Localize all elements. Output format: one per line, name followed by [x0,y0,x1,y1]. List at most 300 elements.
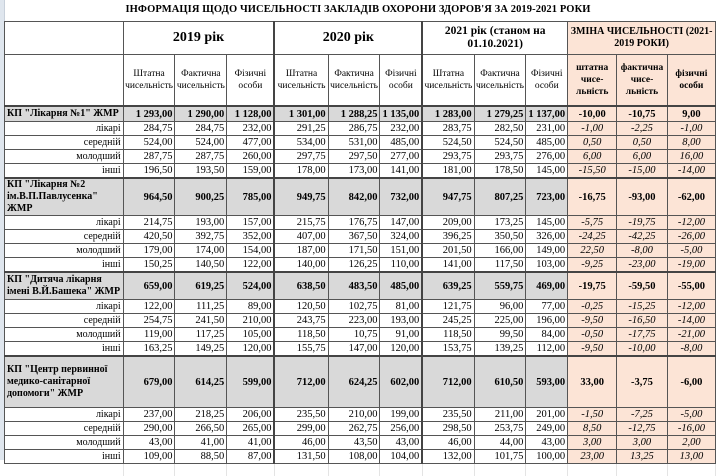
value-cell[interactable]: 103,00 [526,258,568,273]
value-cell[interactable]: 196,00 [526,314,568,328]
value-cell[interactable]: 120,00 [227,342,275,357]
change-cell[interactable]: 2,00 [667,436,715,450]
change-cell[interactable]: -0,25 [568,300,617,314]
change-cell[interactable]: -1,50 [568,408,617,422]
value-cell[interactable]: 284,75 [123,122,175,136]
change-cell[interactable]: -2,25 [617,122,668,136]
category-label[interactable]: середній [5,422,124,436]
value-cell[interactable]: 218,25 [175,408,227,422]
value-cell[interactable]: 140,50 [175,258,227,273]
value-cell[interactable]: 260,00 [227,150,275,164]
value-cell[interactable]: 102,75 [328,300,380,314]
change-cell[interactable]: 3,00 [617,436,668,450]
group-value-cell[interactable]: 1 128,00 [227,106,275,122]
value-cell[interactable]: 299,00 [274,422,328,436]
institution-name[interactable]: КП "Центр первинної медико-санітарної допомоги" ЖМР [5,356,124,408]
change-cell[interactable]: 8,00 [667,136,715,150]
category-label[interactable]: молодший [5,150,124,164]
group-change-cell[interactable]: 33,00 [568,356,617,408]
value-cell[interactable]: 150,25 [123,258,175,273]
col-2019-staff: Штатна чисельність [123,55,175,107]
table-row [5,342,716,357]
value-cell[interactable]: 485,00 [380,136,422,150]
category-label[interactable]: середній [5,136,124,150]
value-cell[interactable]: 286,75 [328,122,380,136]
value-cell[interactable]: 283,75 [422,122,474,136]
value-cell[interactable]: 284,75 [175,122,227,136]
value-cell[interactable]: 46,00 [422,436,474,450]
change-cell[interactable]: -17,75 [617,328,668,342]
value-cell[interactable]: 210,00 [328,408,380,422]
table-row [5,150,716,164]
value-cell[interactable]: 293,75 [474,150,526,164]
value-cell[interactable]: 44,00 [474,436,526,450]
table-row [5,164,716,179]
change-cell[interactable]: -5,00 [667,408,715,422]
col-2020-persons: Фізичні особи [380,55,422,107]
value-cell[interactable]: 187,00 [274,244,328,258]
change-cell[interactable]: -5,00 [667,244,715,258]
value-cell[interactable]: 118,50 [422,328,474,342]
change-cell[interactable]: -7,25 [617,408,668,422]
value-cell[interactable]: 232,00 [380,122,422,136]
value-cell[interactable]: 174,00 [175,244,227,258]
value-cell[interactable]: 41,00 [175,436,227,450]
value-cell[interactable]: 121,75 [422,300,474,314]
category-label[interactable]: інші [5,450,124,464]
change-cell[interactable]: -16,00 [667,422,715,436]
value-cell[interactable]: 108,00 [328,450,380,464]
value-cell[interactable]: 120,00 [380,342,422,357]
value-cell[interactable]: 118,50 [274,328,328,342]
group-change-cell[interactable]: -10,00 [568,106,617,122]
group-value-cell[interactable]: 807,25 [474,178,526,216]
value-cell[interactable]: 81,00 [380,300,422,314]
value-cell[interactable]: 235,50 [274,408,328,422]
table-row [5,314,716,328]
table-row [5,244,716,258]
change-cell[interactable]: 6,00 [617,150,668,164]
value-cell[interactable]: 193,00 [175,216,227,230]
value-cell[interactable]: 88,50 [175,450,227,464]
group-value-cell[interactable]: 639,25 [422,272,474,300]
value-cell[interactable]: 485,00 [526,136,568,150]
group-value-cell[interactable]: 610,50 [474,356,526,408]
value-cell[interactable]: 524,00 [175,136,227,150]
value-cell[interactable]: 291,25 [274,122,328,136]
change-cell[interactable]: -19,75 [617,216,668,230]
change-cell[interactable]: 3,00 [568,436,617,450]
value-cell[interactable]: 297,50 [328,150,380,164]
value-cell[interactable]: 237,00 [123,408,175,422]
group-change-cell[interactable]: 9,00 [667,106,715,122]
group-value-cell[interactable]: 485,00 [380,272,422,300]
value-cell[interactable]: 531,00 [328,136,380,150]
value-cell[interactable]: 287,75 [123,150,175,164]
empty-cell[interactable] [526,464,568,476]
table-row [5,230,716,244]
group-change-cell[interactable]: -55,00 [667,272,715,300]
value-cell[interactable]: 223,00 [328,314,380,328]
value-cell[interactable]: 166,00 [474,244,526,258]
group-row [5,106,716,122]
table-row [5,258,716,273]
value-cell[interactable]: 151,00 [380,244,422,258]
value-cell[interactable]: 209,00 [422,216,474,230]
col-2021-actual: Фактична чисельність [474,55,526,107]
empty-cell[interactable] [568,464,617,476]
empty-cell[interactable] [380,464,422,476]
value-cell[interactable]: 245,25 [422,314,474,328]
value-cell[interactable]: 99,50 [474,328,526,342]
value-cell[interactable]: 254,75 [123,314,175,328]
group-change-cell[interactable]: -6,00 [667,356,715,408]
category-label[interactable]: лікарі [5,216,124,230]
group-value-cell[interactable]: 947,75 [422,178,474,216]
group-value-cell[interactable]: 712,00 [422,356,474,408]
group-value-cell[interactable]: 1 293,00 [123,106,175,122]
value-cell[interactable]: 43,00 [380,436,422,450]
header-blank [5,55,124,107]
group-value-cell[interactable]: 1 279,25 [474,106,526,122]
group-row [5,272,716,300]
value-cell[interactable]: 241,50 [175,314,227,328]
group-value-cell[interactable]: 712,00 [274,356,328,408]
value-cell[interactable]: 262,75 [328,422,380,436]
change-cell[interactable]: -0,50 [568,328,617,342]
value-cell[interactable]: 117,50 [474,258,526,273]
group-value-cell[interactable]: 638,50 [274,272,328,300]
empty-cell[interactable] [328,464,380,476]
category-label[interactable]: молодший [5,244,124,258]
group-value-cell[interactable]: 624,25 [328,356,380,408]
value-cell[interactable]: 392,75 [175,230,227,244]
value-cell[interactable]: 154,00 [227,244,275,258]
group-value-cell[interactable]: 593,00 [526,356,568,408]
group-value-cell[interactable]: 1 301,00 [274,106,328,122]
category-label[interactable]: лікарі [5,408,124,422]
table-row [5,422,716,436]
value-cell[interactable]: 534,00 [274,136,328,150]
group-value-cell[interactable]: 659,00 [123,272,175,300]
value-cell[interactable]: 173,00 [328,164,380,179]
category-label[interactable]: інші [5,258,124,273]
change-cell[interactable]: -9,50 [568,342,617,357]
group-value-cell[interactable]: 732,00 [380,178,422,216]
value-cell[interactable]: 249,00 [526,422,568,436]
change-cell[interactable]: 0,50 [568,136,617,150]
value-cell[interactable]: 101,75 [474,450,526,464]
change-cell[interactable]: -1,00 [568,122,617,136]
value-cell[interactable]: 287,75 [175,150,227,164]
institution-name[interactable]: КП "Лікарня №2 ім.В.П.Павлусенка" ЖМР [5,178,124,216]
value-cell[interactable]: 112,00 [526,342,568,357]
value-cell[interactable]: 105,00 [227,328,275,342]
value-cell[interactable]: 120,50 [274,300,328,314]
institution-name[interactable]: КП "Лікарня №1" ЖМР [5,106,124,122]
empty-cell[interactable] [175,464,227,476]
value-cell[interactable]: 87,00 [227,450,275,464]
value-cell[interactable]: 159,00 [227,164,275,179]
value-cell[interactable]: 231,00 [526,122,568,136]
value-cell[interactable]: 298,50 [422,422,474,436]
value-cell[interactable]: 41,00 [227,436,275,450]
group-change-cell[interactable]: -19,75 [568,272,617,300]
group-value-cell[interactable]: 723,00 [526,178,568,216]
group-value-cell[interactable]: 619,25 [175,272,227,300]
value-cell[interactable]: 524,00 [123,136,175,150]
change-cell[interactable]: -15,00 [617,164,668,179]
value-cell[interactable]: 266,50 [175,422,227,436]
col-2020-actual: Фактична чисельність [328,55,380,107]
col-change-persons: фізичні особи [667,55,715,107]
value-cell[interactable]: 243,75 [274,314,328,328]
empty-cell[interactable] [123,464,175,476]
change-cell[interactable]: 23,00 [568,450,617,464]
value-cell[interactable]: 132,00 [422,450,474,464]
group-change-cell[interactable]: -10,75 [617,106,668,122]
change-cell[interactable]: -14,00 [667,164,715,179]
value-cell[interactable]: 477,00 [227,136,275,150]
value-cell[interactable]: 396,25 [422,230,474,244]
group-change-cell[interactable]: -62,00 [667,178,715,216]
value-cell[interactable]: 277,00 [380,150,422,164]
value-cell[interactable]: 290,00 [123,422,175,436]
value-cell[interactable]: 119,00 [123,328,175,342]
group-value-cell[interactable]: 483,50 [328,272,380,300]
change-cell[interactable]: -9,50 [568,314,617,328]
change-cell[interactable]: -8,00 [667,342,715,357]
value-cell[interactable]: 256,00 [380,422,422,436]
value-cell[interactable]: 141,00 [380,164,422,179]
value-cell[interactable]: 117,25 [175,328,227,342]
value-cell[interactable]: 91,00 [380,328,422,342]
empty-cell[interactable] [5,464,124,476]
change-cell[interactable]: 13,25 [617,450,668,464]
category-label[interactable]: інші [5,164,124,179]
value-cell[interactable]: 253,75 [474,422,526,436]
change-cell[interactable]: -12,75 [617,422,668,436]
group-value-cell[interactable]: 785,00 [227,178,275,216]
value-cell[interactable]: 149,00 [526,244,568,258]
value-cell[interactable]: 210,00 [227,314,275,328]
change-cell[interactable]: -1,00 [667,122,715,136]
value-cell[interactable]: 155,75 [274,342,328,357]
value-cell[interactable]: 10,75 [328,328,380,342]
group-value-cell[interactable]: 1 290,00 [175,106,227,122]
value-cell[interactable]: 420,50 [123,230,175,244]
table-row [5,328,716,342]
value-cell[interactable]: 147,00 [380,216,422,230]
value-cell[interactable]: 46,00 [274,436,328,450]
value-cell[interactable]: 265,00 [227,422,275,436]
value-cell[interactable]: 145,00 [526,216,568,230]
value-cell[interactable]: 193,50 [175,164,227,179]
value-cell[interactable]: 201,00 [526,408,568,422]
group-value-cell[interactable]: 614,25 [175,356,227,408]
table-row [5,436,716,450]
group-row [5,178,716,216]
value-cell[interactable]: 171,50 [328,244,380,258]
change-cell[interactable]: -12,00 [667,300,715,314]
change-cell[interactable]: -12,00 [667,216,715,230]
value-cell[interactable]: 149,25 [175,342,227,357]
value-cell[interactable]: 215,75 [274,216,328,230]
value-cell[interactable]: 350,50 [474,230,526,244]
group-value-cell[interactable]: 559,75 [474,272,526,300]
header-row-columns [5,55,716,107]
table-row [5,216,716,230]
value-cell[interactable]: 297,75 [274,150,328,164]
value-cell[interactable]: 352,00 [227,230,275,244]
value-cell[interactable]: 196,50 [123,164,175,179]
change-cell[interactable]: -10,00 [617,342,668,357]
empty-cell[interactable] [474,464,526,476]
value-cell[interactable]: 176,75 [328,216,380,230]
value-cell[interactable]: 524,50 [422,136,474,150]
value-cell[interactable]: 235,50 [422,408,474,422]
group-change-cell[interactable]: -16,75 [568,178,617,216]
change-cell[interactable]: 8,50 [568,422,617,436]
group-row [5,356,716,408]
value-cell[interactable]: 163,25 [123,342,175,357]
change-cell[interactable]: -26,00 [667,230,715,244]
value-cell[interactable]: 181,00 [422,164,474,179]
change-cell[interactable]: 16,00 [667,150,715,164]
group-change-cell[interactable]: -59,50 [617,272,668,300]
value-cell[interactable]: 367,50 [328,230,380,244]
change-cell[interactable]: -24,25 [568,230,617,244]
value-cell[interactable]: 89,00 [227,300,275,314]
group-value-cell[interactable]: 964,50 [123,178,175,216]
change-cell[interactable]: -5,75 [568,216,617,230]
value-cell[interactable]: 157,00 [227,216,275,230]
group-value-cell[interactable]: 524,00 [227,272,275,300]
group-value-cell[interactable]: 602,00 [380,356,422,408]
change-cell[interactable]: -14,00 [667,314,715,328]
category-label[interactable]: лікарі [5,122,124,136]
value-cell[interactable]: 141,00 [422,258,474,273]
value-cell[interactable]: 326,00 [526,230,568,244]
group-change-cell[interactable]: -3,75 [617,356,668,408]
value-cell[interactable]: 201,50 [422,244,474,258]
value-cell[interactable]: 407,00 [274,230,328,244]
value-cell[interactable]: 140,00 [274,258,328,273]
value-cell[interactable]: 96,00 [474,300,526,314]
empty-cell[interactable] [422,464,474,476]
empty-cell[interactable] [274,464,328,476]
empty-cell[interactable] [227,464,275,476]
value-cell[interactable]: 43,50 [328,436,380,450]
institution-name[interactable]: КП "Дитяча лікарня імені В.Й.Башека" ЖМР [5,272,124,300]
value-cell[interactable]: 100,00 [526,450,568,464]
header-2020: 2020 рік [274,22,422,55]
group-value-cell[interactable]: 1 135,00 [380,106,422,122]
value-cell[interactable]: 199,00 [380,408,422,422]
category-label[interactable]: лікарі [5,300,124,314]
category-label[interactable]: середній [5,230,124,244]
value-cell[interactable]: 193,00 [380,314,422,328]
group-change-cell[interactable]: -93,00 [617,178,668,216]
value-cell[interactable]: 214,75 [123,216,175,230]
change-cell[interactable]: -8,00 [617,244,668,258]
change-cell[interactable]: -15,25 [617,300,668,314]
empty-cell[interactable] [617,464,668,476]
value-cell[interactable]: 145,00 [526,164,568,179]
group-value-cell[interactable]: 842,00 [328,178,380,216]
value-cell[interactable]: 524,50 [474,136,526,150]
change-cell[interactable]: 6,00 [568,150,617,164]
group-value-cell[interactable]: 599,00 [227,356,275,408]
category-label[interactable]: молодший [5,328,124,342]
change-cell[interactable]: -19,00 [667,258,715,273]
category-label[interactable]: інші [5,342,124,357]
change-cell[interactable]: -16,50 [617,314,668,328]
value-cell[interactable]: 139,25 [474,342,526,357]
value-cell[interactable]: 109,00 [123,450,175,464]
category-label[interactable]: середній [5,314,124,328]
value-cell[interactable]: 324,00 [380,230,422,244]
value-cell[interactable]: 276,00 [526,150,568,164]
value-cell[interactable]: 293,75 [422,150,474,164]
group-value-cell[interactable]: 1 288,25 [328,106,380,122]
value-cell[interactable]: 122,00 [123,300,175,314]
table-row [5,136,716,150]
value-cell[interactable]: 147,00 [328,342,380,357]
value-cell[interactable]: 178,00 [274,164,328,179]
group-value-cell[interactable]: 900,25 [175,178,227,216]
value-cell[interactable]: 211,00 [474,408,526,422]
value-cell[interactable]: 43,00 [123,436,175,450]
table-row [5,122,716,136]
value-cell[interactable]: 178,50 [474,164,526,179]
value-cell[interactable]: 179,00 [123,244,175,258]
change-cell[interactable]: 22,50 [568,244,617,258]
value-cell[interactable]: 232,00 [227,122,275,136]
value-cell[interactable]: 126,25 [328,258,380,273]
value-cell[interactable]: 131,50 [274,450,328,464]
category-label[interactable]: молодший [5,436,124,450]
value-cell[interactable]: 173,25 [474,216,526,230]
value-cell[interactable]: 282,50 [474,122,526,136]
value-cell[interactable]: 225,00 [474,314,526,328]
value-cell[interactable]: 153,75 [422,342,474,357]
empty-cell[interactable] [667,464,715,476]
group-value-cell[interactable]: 1 283,00 [422,106,474,122]
value-cell[interactable]: 110,00 [380,258,422,273]
change-cell[interactable]: -23,00 [617,258,668,273]
value-cell[interactable]: 77,00 [526,300,568,314]
change-cell[interactable]: -15,50 [568,164,617,179]
group-value-cell[interactable]: 469,00 [526,272,568,300]
change-cell[interactable]: 13,00 [667,450,715,464]
change-cell[interactable]: -9,25 [568,258,617,273]
group-value-cell[interactable]: 949,75 [274,178,328,216]
change-cell[interactable]: -42,25 [617,230,668,244]
value-cell[interactable]: 84,00 [526,328,568,342]
header-blank [5,22,124,55]
value-cell[interactable]: 206,00 [227,408,275,422]
change-cell[interactable]: -21,00 [667,328,715,342]
group-value-cell[interactable]: 1 137,00 [526,106,568,122]
staffing-table [4,21,716,476]
value-cell[interactable]: 122,00 [227,258,275,273]
change-cell[interactable]: 0,50 [617,136,668,150]
value-cell[interactable]: 111,25 [175,300,227,314]
value-cell[interactable]: 43,00 [526,436,568,450]
group-value-cell[interactable]: 679,00 [123,356,175,408]
value-cell[interactable]: 104,00 [380,450,422,464]
